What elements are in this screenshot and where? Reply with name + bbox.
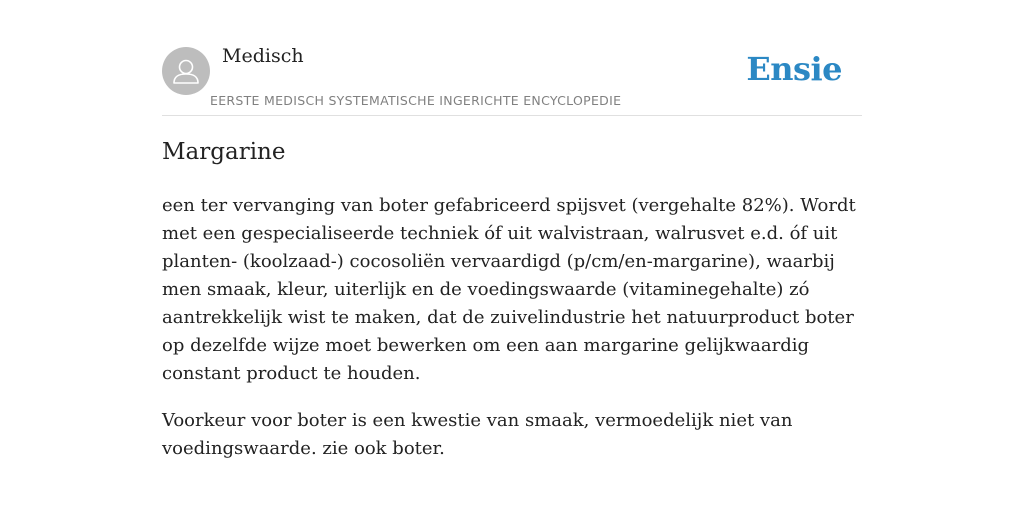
article-paragraph: Voorkeur voor boter is een kwestie van smaak, vermoedelijk niet van voedingswaarde. zie ook boter.	[162, 410, 793, 459]
source-subtitle: EERSTE MEDISCH SYSTEMATISCHE INGERICHTE ENCYCLOPEDIE	[210, 93, 622, 108]
user-icon	[162, 47, 210, 95]
article-paragraph: een ter vervanging van boter gefabriceerd spijsvet (vergehalte 82%). Wordt met een gespecialiseerde techniek óf uit walvistraan, walrusvet e.d. óf uit planten- (koolzaad-) cocosoliën vervaardigd (p/cm/en-margarine), waarbij men smaak, kleur, uiterlijk en de voedingswaarde (vitaminegehalte) zó aantrekkelijk wist te maken, dat de zuivelindustrie het natuurproduct boter op dezelfde wijze moet bewerken om een aan margarine gelijkwaardig constant product te houden.	[162, 195, 856, 384]
source-name[interactable]: Medisch	[222, 45, 304, 67]
source-avatar[interactable]	[162, 47, 210, 95]
source-header	[162, 0, 862, 116]
brand-logo[interactable]: Ensie	[746, 50, 842, 88]
page-container	[162, 0, 862, 459]
article-body	[162, 192, 862, 463]
article-title: Margarine	[162, 139, 286, 165]
